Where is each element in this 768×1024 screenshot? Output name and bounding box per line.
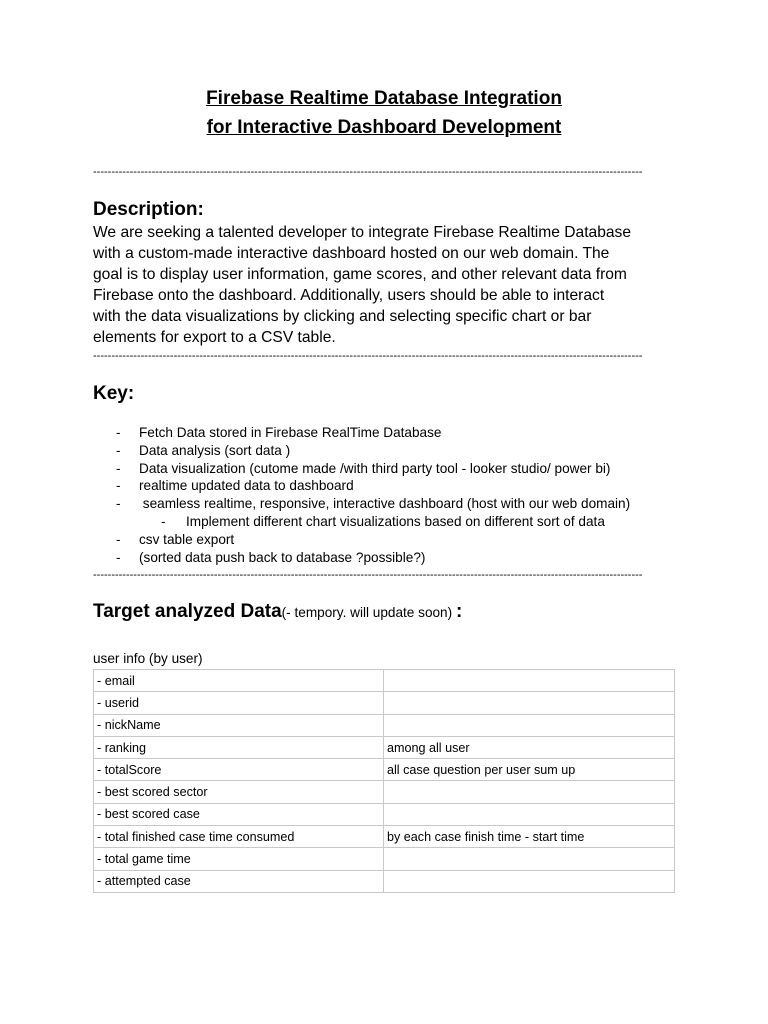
bullet-dash: - <box>116 549 121 565</box>
field-note-cell <box>384 870 675 892</box>
table-row <box>94 759 675 781</box>
field-note-cell <box>384 670 675 692</box>
field-name-cell: - totalScore <box>94 759 384 781</box>
table-row <box>94 714 675 736</box>
document-title-line-2: for Interactive Dashboard Development <box>206 117 562 138</box>
key-item <box>0 531 630 549</box>
field-name-cell: - ranking <box>94 736 384 758</box>
document-title-line-1: Firebase Realtime Database Integration <box>206 88 562 109</box>
key-item-text: Fetch Data stored in Firebase RealTime Database <box>139 425 442 440</box>
divider-2: ------------------------------------------------------------------------------------------------------------------------------------------------------ <box>93 350 643 362</box>
field-note-cell <box>384 803 675 825</box>
key-item-text: Data analysis (sort data ) <box>139 442 291 458</box>
key-item-text: realtime updated data to dashboard <box>139 478 354 494</box>
table-caption: user info (by user) <box>93 651 203 666</box>
divider-1: ------------------------------------------------------------------------------------------------------------------------------------------------------ <box>93 166 643 178</box>
field-name-cell: - best scored case <box>94 803 384 825</box>
target-heading <box>93 601 462 623</box>
key-list <box>0 424 630 566</box>
field-note-cell: among all user <box>384 736 675 758</box>
key-item <box>0 424 630 442</box>
key-item-text: csv table export <box>139 531 235 547</box>
bullet-dash: - <box>116 478 121 494</box>
description-heading: Description: <box>93 199 204 220</box>
description-line: with a custom-made interactive dashboard hosted on our web domain. The <box>93 245 610 262</box>
user-info-table <box>93 669 675 893</box>
description-line: elements for export to a CSV table. <box>93 329 336 346</box>
bullet-dash: - <box>116 531 121 547</box>
field-name-cell: - total finished case time consumed <box>94 826 384 848</box>
target-heading-colon: : <box>455 601 463 622</box>
key-heading: Key: <box>93 383 135 404</box>
field-note-cell <box>384 692 675 714</box>
key-item-text: Implement different chart visualizations based on different sort of data <box>186 513 605 529</box>
table-row <box>94 781 675 803</box>
key-item <box>0 495 630 513</box>
field-name-cell: - email <box>94 670 384 692</box>
key-item <box>0 477 630 495</box>
description-line: with the data visualizations by clicking and selecting specific chart or bar <box>93 308 592 325</box>
field-note-cell: by each case finish time - start time <box>384 826 675 848</box>
description-line: goal is to display user information, game scores, and other relevant data from <box>93 266 627 283</box>
key-item <box>0 460 630 478</box>
key-item-text: seamless realtime, responsive, interactive dashboard (host with our web domain) <box>139 496 631 512</box>
key-subitem <box>0 513 630 531</box>
key-item <box>0 549 630 567</box>
table-row <box>94 670 675 692</box>
table-row <box>94 826 675 848</box>
table-row <box>94 870 675 892</box>
field-name-cell: - best scored sector <box>94 781 384 803</box>
bullet-dash: - <box>116 425 121 440</box>
bullet-dash: - <box>161 513 166 529</box>
table-row <box>94 736 675 758</box>
key-item-text: (sorted data push back to database ?possible?) <box>139 549 426 565</box>
bullet-dash: - <box>116 496 121 512</box>
divider-3: ------------------------------------------------------------------------------------------------------------------------------------------------------ <box>93 569 643 581</box>
description-line: Firebase onto the dashboard. Additionally, users should be able to interact <box>93 287 605 304</box>
field-name-cell: - attempted case <box>94 870 384 892</box>
target-heading-text: Target analyzed Data <box>93 601 282 622</box>
field-note-cell: all case question per user sum up <box>384 759 675 781</box>
field-name-cell: - userid <box>94 692 384 714</box>
bullet-dash: - <box>116 442 121 458</box>
key-item <box>0 442 630 460</box>
field-name-cell: - nickName <box>94 714 384 736</box>
table-row <box>94 692 675 714</box>
key-item-text: Data visualization (cutome made /with third party tool - looker studio/ power bi) <box>139 460 611 476</box>
table-row <box>94 803 675 825</box>
field-note-cell <box>384 714 675 736</box>
description-line: We are seeking a talented developer to integrate Firebase Realtime Database <box>93 224 632 241</box>
description-body <box>93 222 683 348</box>
bullet-dash: - <box>116 460 121 476</box>
target-heading-note: (- tempory. will update soon) <box>281 605 456 620</box>
field-note-cell <box>384 848 675 870</box>
table-row <box>94 848 675 870</box>
field-note-cell <box>384 781 675 803</box>
field-name-cell: - total game time <box>94 848 384 870</box>
